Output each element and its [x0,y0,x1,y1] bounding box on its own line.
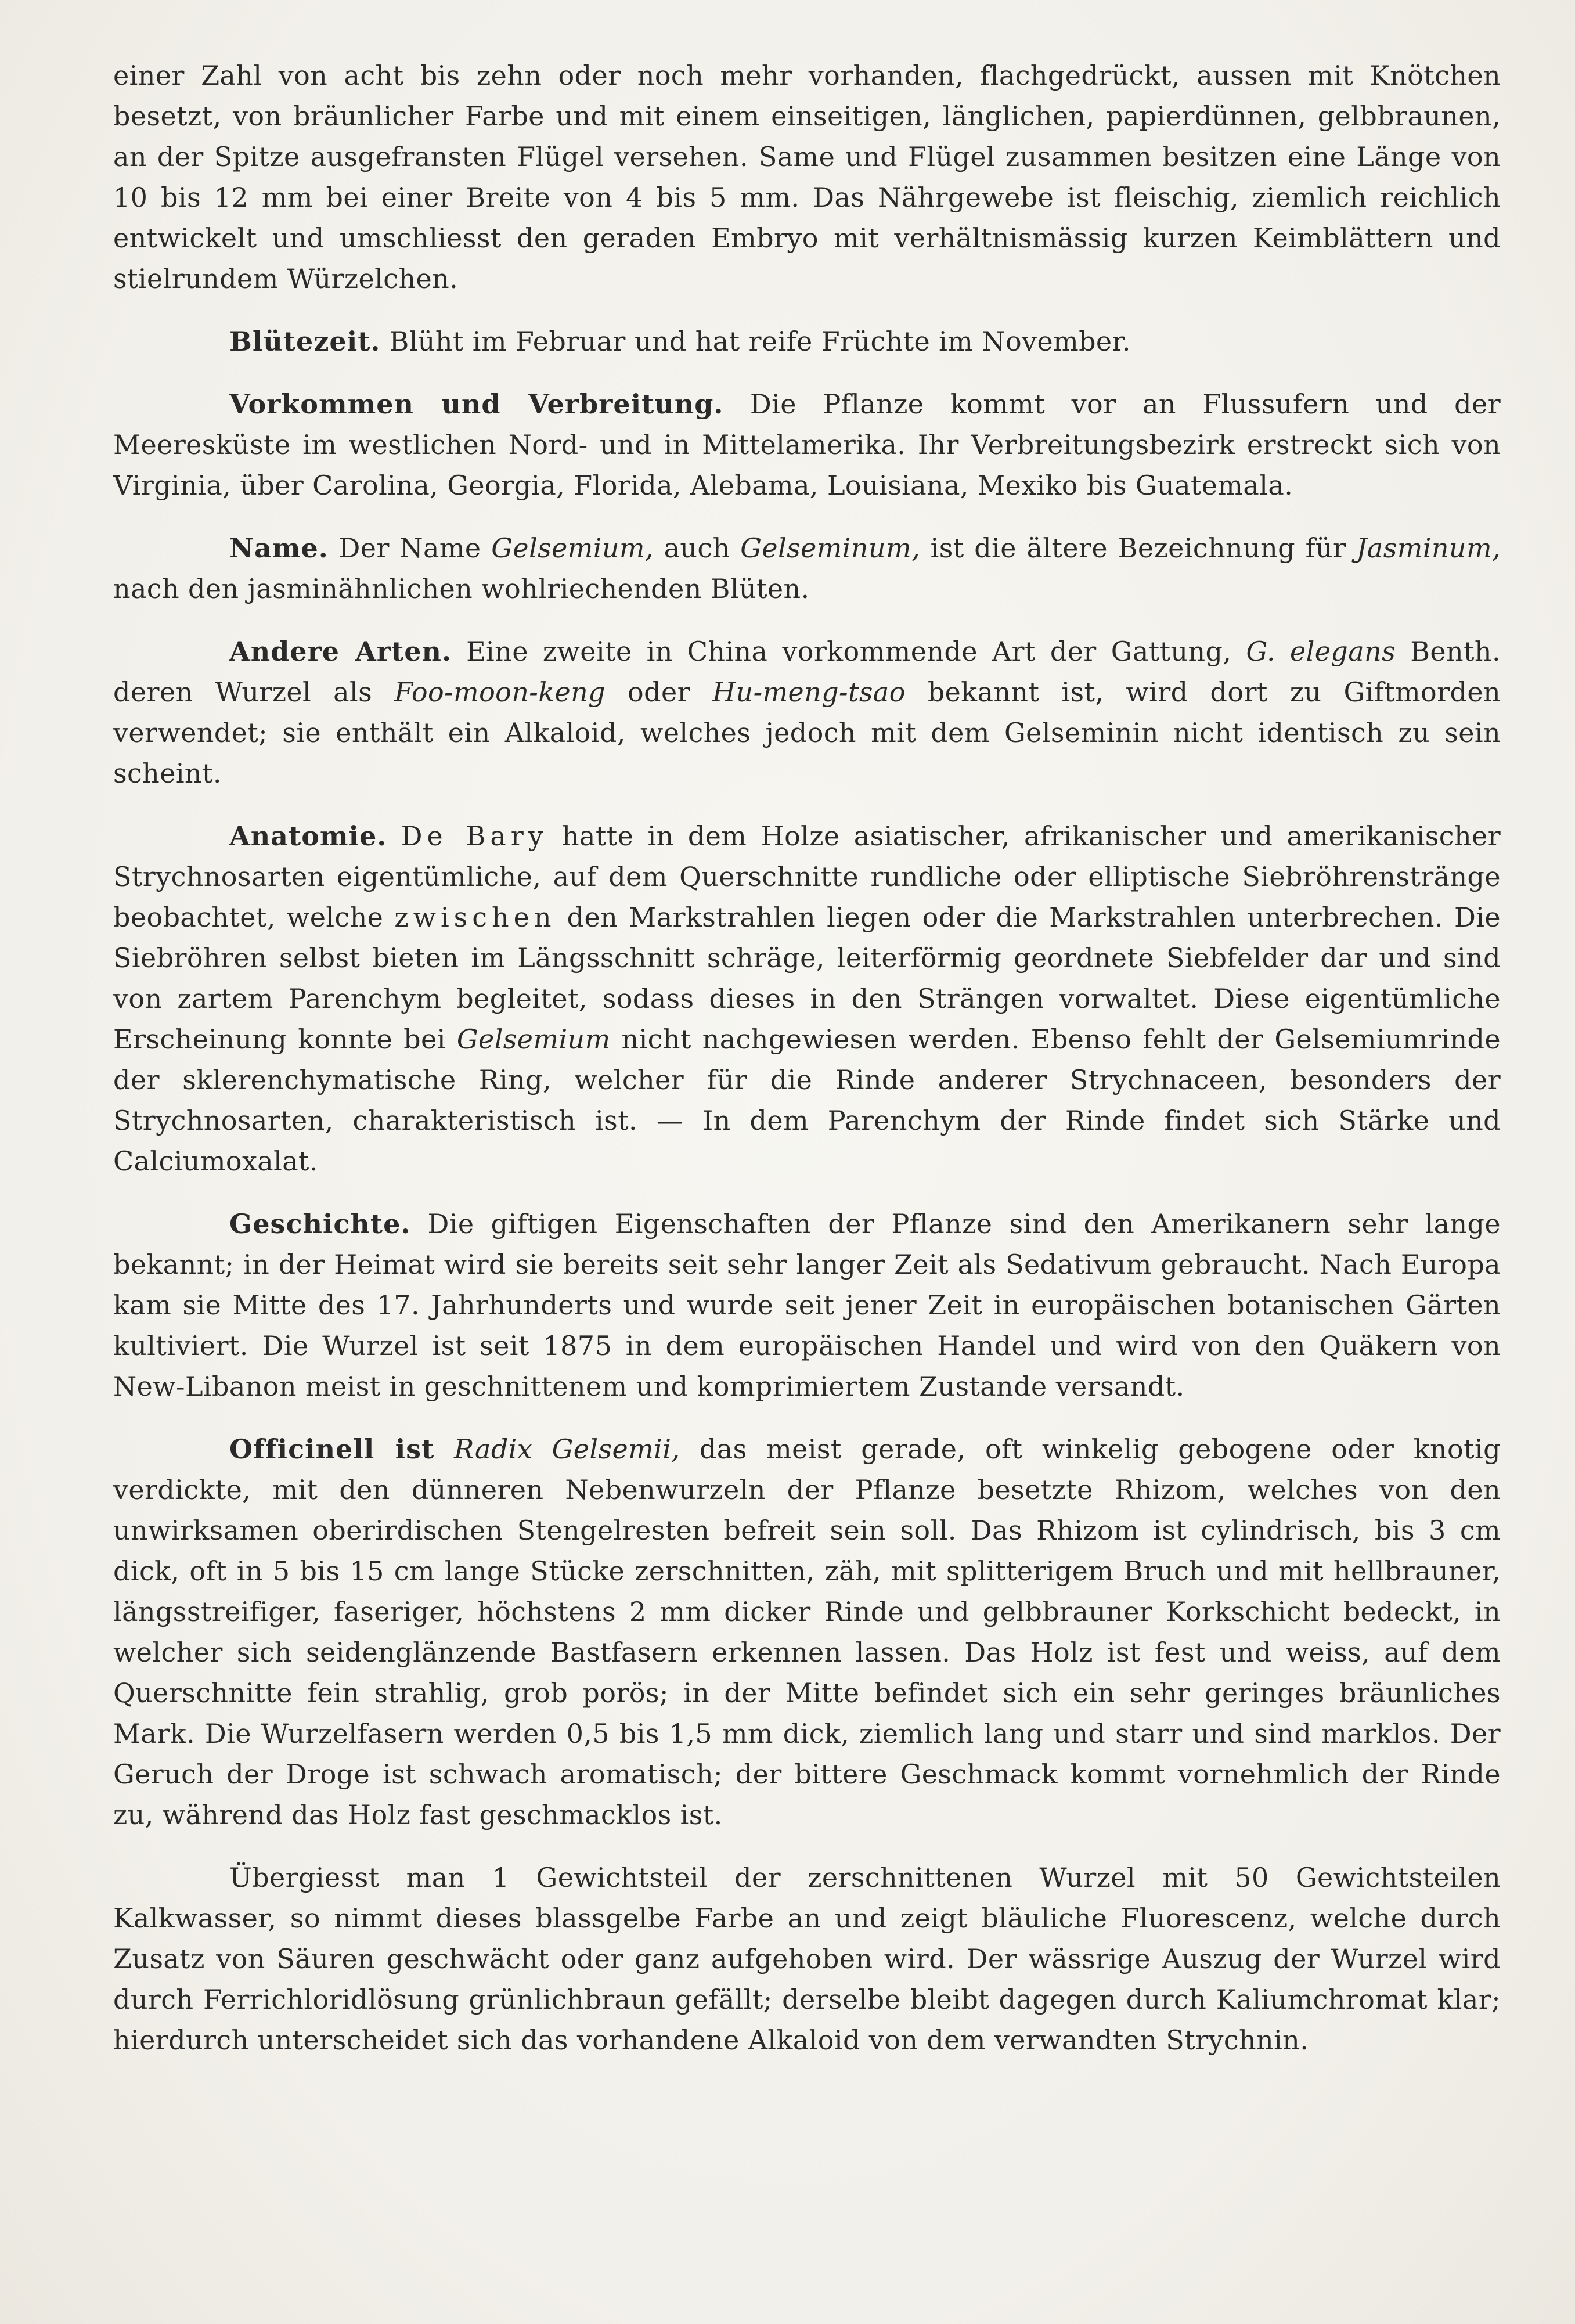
paragraph-geschichte [113,1204,1501,1407]
paragraph-text: Die giftigen Eigenschaften der Pflanze sind den Amerikanern sehr lange bekannt; in der Heimat wird sie bereits seit sehr langer Zeit als Sedativum gebraucht. Nach Europa kam sie Mitte des 17. Jahrhunderts und wurde seit jener Zeit in europäischen botanischen Gärten kultiviert. Die Wurzel ist seit 1875 in dem europäischen Handel und wird von den Quäkern von New-Libanon meist in geschnittenem und komprimiertem Zustande versandt. [113,1208,1501,1402]
paragraph-uebergiesst [113,1857,1501,2060]
text-run: nach den jasminähnlichen wohlriechenden Blüten. [113,573,810,604]
italic-term: Foo-moon-keng [394,676,606,708]
text-column [113,55,1501,2082]
section-heading: Officinell ist [229,1433,435,1465]
text-run: Benth. deren Wurzel als [113,636,1501,708]
paragraph-text: das meist gerade, oft winkelig gebogene oder knotig verdickte, mit den dünneren Nebenwurzeln der Pflanze besetzte Rhizom, welches von den unwirksamen oberirdischen Stengelresten befreit sein soll. Das Rhizom ist cylindrisch, bis 3 cm dick, oft in 5 bis 15 cm lange Stücke zerschnitten, zäh, mit splitterigem Bruch und mit hellbrauner, längsstreifiger, faseriger, höchstens 2 mm dicker Rinde und gelbbrauner Korkschicht bedeckt, in welcher sich seidenglänzende Bastfasern erkennen lassen. Das Holz ist fest und weiss, auf dem Querschnitte fein strahlig, grob porös; in der Mitte befindet sich ein sehr geringes bräunliches Mark. Die Wurzelfasern werden 0,5 bis 1,5 mm dick, ziemlich lang und starr und sind marklos. Der Geruch der Droge ist schwach aromatisch; der bittere Geschmack kommt vornehmlich der Rinde zu, während das Holz fast geschmacklos ist. [113,1433,1501,1831]
text-run: ist die ältere Bezeichnung für [930,532,1346,564]
italic-term: Gelsemium [456,1024,611,1055]
paragraph-name [113,528,1501,609]
text-run: Der Name [338,532,481,564]
text-run: auch [664,532,730,564]
paragraph-text: Die Pflanze kommt vor an Flussufern und der Meeresküste im westlichen Nord- und in Mittelamerika. Ihr Verbreitungsbezirk erstreckt sich von Virginia, über Carolina, Georgia, Florida, Alebama, Louisiana, Mexiko bis Guatemala. [113,388,1501,501]
paragraph-seed-description [113,55,1501,299]
italic-term: Hu-meng-tsao [712,676,906,708]
text-run: oder [628,676,690,708]
italic-term: Gelseminum, [740,532,920,564]
paragraph-text: einer Zahl von acht bis zehn oder noch mehr vorhanden, flachgedrückt, aussen mit Knötchen besetzt, von bräunlicher Farbe und mit einem einseitigen, länglichen, papierdünnen, gelbbraunen, an der Spitze ausgefransten Flügel versehen. Same und Flügel zusammen besitzen eine Länge von 10 bis 12 mm bei einer Breite von 4 bis 5 mm. Das Nährgewebe ist fleischig, ziemlich reichlich entwickelt und umschliesst den geraden Embryo mit verhältnismässig kurzen Keimblättern und stielrundem Würzelchen. [113,60,1501,294]
paragraph-vorkommen [113,384,1501,506]
paragraph-text: Übergiesst man 1 Gewichtsteil der zerschnittenen Wurzel mit 50 Gewichtsteilen Kalkwasser, so nimmt dieses blassgelbe Farbe an und zeigt bläuliche Fluorescenz, welche durch Zusatz von Säuren geschwächt oder ganz aufgehoben wird. Der wässrige Auszug der Wurzel wird durch Ferrichloridlösung grünlichbraun gefällt; derselbe bleibt dagegen durch Kaliumchromat klar; hierdurch unterscheidet sich das vorhandene Alkaloid von dem verwandten Strychnin. [113,1862,1501,2056]
section-heading: Name. [229,532,329,564]
paragraph-text: Blüht im Februar und hat reife Früchte im November. [389,326,1131,357]
text-run: den Markstrahlen liegen oder die Markstrahlen unterbrechen. Die Siebröhren selbst bieten im Längsschnitt schräge, leiterförmig geordnete Siebfelder dar und sind von zartem Parenchym begleitet, sodass dieses in den Strängen vorwaltet. Diese eigentümliche Erscheinung konnte bei [113,902,1501,1055]
italic-term: G. elegans [1246,636,1396,667]
spaced-word: zwischen [394,902,556,933]
italic-term: Radix Gelsemii, [453,1433,680,1465]
section-heading: Geschichte. [229,1208,411,1240]
section-heading: Vorkommen und Verbreitung. [229,388,724,420]
section-heading: Andere Arten. [229,636,452,667]
spaced-name: De Bary [401,820,548,852]
text-run: bekannt ist, wird dort zu Giftmorden verwendet; sie enthält ein Alkaloid, welches jedoch mit dem Gelseminin nicht identisch zu sein scheint. [113,676,1501,789]
paragraph-anatomie [113,816,1501,1181]
italic-term: Gelsemium, [491,532,654,564]
text-run: hatte in dem Holze asiatischer, afrikanischer und amerikanischer Strychnosarten eigentümliche, auf dem Querschnitte rundliche oder elliptische Siebröhrenstränge beobachtet, welche [113,820,1501,933]
section-heading: Blütezeit. [229,326,381,357]
italic-term: Jasminum, [1356,532,1501,564]
paragraph-officinell [113,1429,1501,1835]
text-run: nicht nachgewiesen werden. Ebenso fehlt der Gelsemiumrinde der sklerenchymatische Ring, welcher für die Rinde anderer Strychnaceen, besonders der Strychnosarten, charakteristisch ist. — In dem Parenchym der Rinde findet sich Stärke und Calciumoxalat. [113,1024,1501,1177]
paragraph-andere-arten [113,631,1501,794]
paragraph-bluetezeit [113,321,1501,362]
text-run: Eine zweite in China vorkommende Art der Gattung, [466,636,1232,667]
section-heading: Anatomie. [229,820,387,852]
